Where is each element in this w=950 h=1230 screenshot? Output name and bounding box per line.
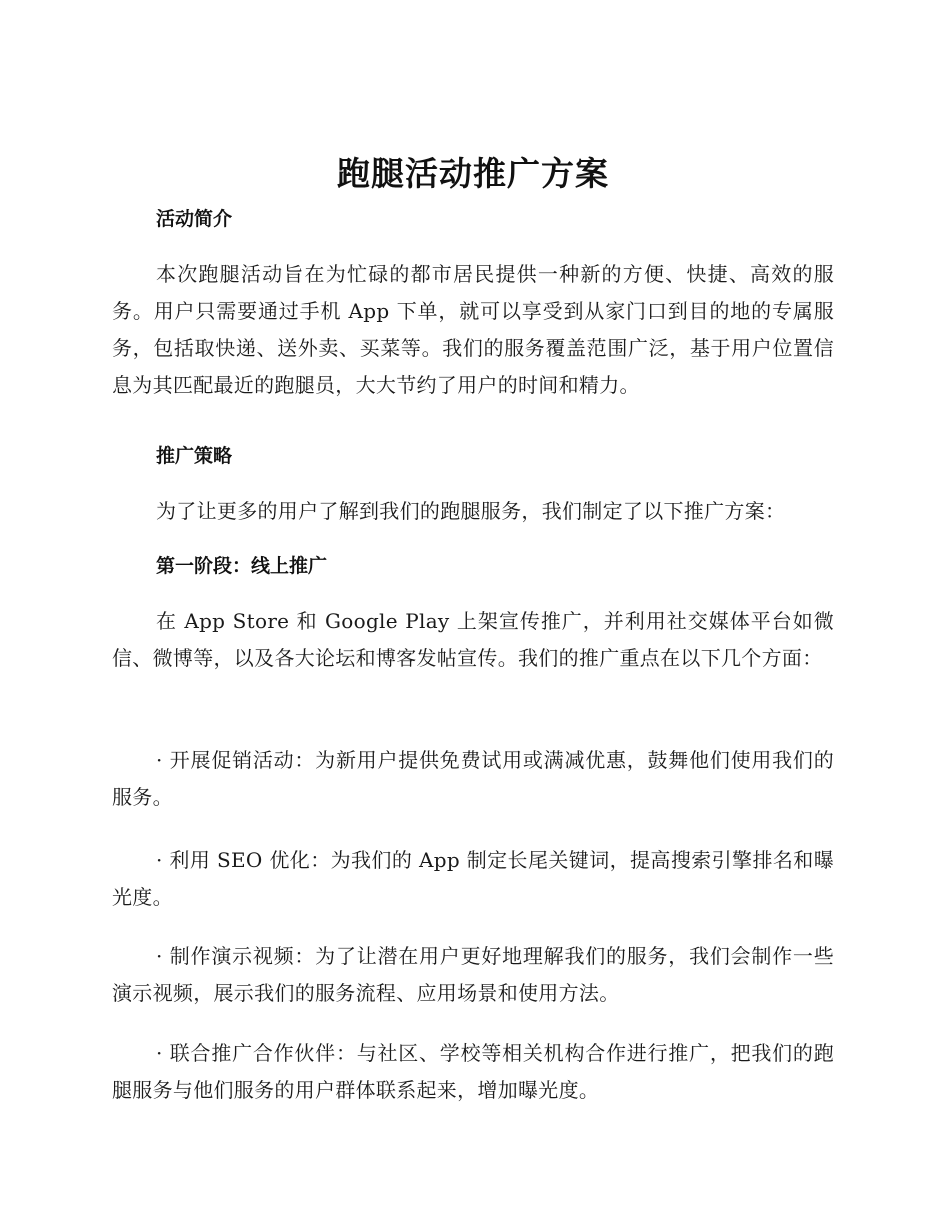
- document-title: 跑腿活动推广方案: [337, 154, 609, 193]
- paragraph-strategy: 为了让更多的用户了解到我们的跑腿服务，我们制定了以下推广方案：: [156, 499, 786, 523]
- bullet-item-seo: · 利用 SEO 优化：为我们的 App 制定长尾关键词，提高搜索引擎排名和曝光度。: [112, 848, 834, 909]
- section-heading-intro: 活动简介: [156, 208, 233, 230]
- bullet-item-video: · 制作演示视频：为了让潜在用户更好地理解我们的服务，我们会制作一些演示视频，展示我们的服务流程、应用场景和使用方法。: [112, 944, 834, 1005]
- section-heading-phase1: 第一阶段：线上推广: [156, 555, 328, 577]
- paragraph-intro: 本次跑腿活动旨在为忙碌的都市居民提供一种新的方便、快捷、高效的服务。用户只需要通过手机 App 下单，就可以享受到从家门口到目的地的专属服务，包括取快递、送外卖、买菜等。我们的服务覆盖范围广泛，基于用户位置信息为其匹配最近的跑腿员，大大节约了用户的时间和精力。: [112, 262, 834, 397]
- paragraph-phase1: 在 App Store 和 Google Play 上架宣传推广，并利用社交媒体平台如微信、微博等，以及各大论坛和博客发帖宣传。我们的推广重点在以下几个方面：: [112, 609, 834, 670]
- section-heading-strategy: 推广策略: [156, 445, 233, 467]
- bullet-item-partners: · 联合推广合作伙伴：与社区、学校等相关机构合作进行推广，把我们的跑腿服务与他们服务的用户群体联系起来，增加曝光度。: [112, 1041, 834, 1102]
- bullet-item-promotion: · 开展促销活动：为新用户提供免费试用或满减优惠，鼓舞他们使用我们的服务。: [112, 748, 834, 809]
